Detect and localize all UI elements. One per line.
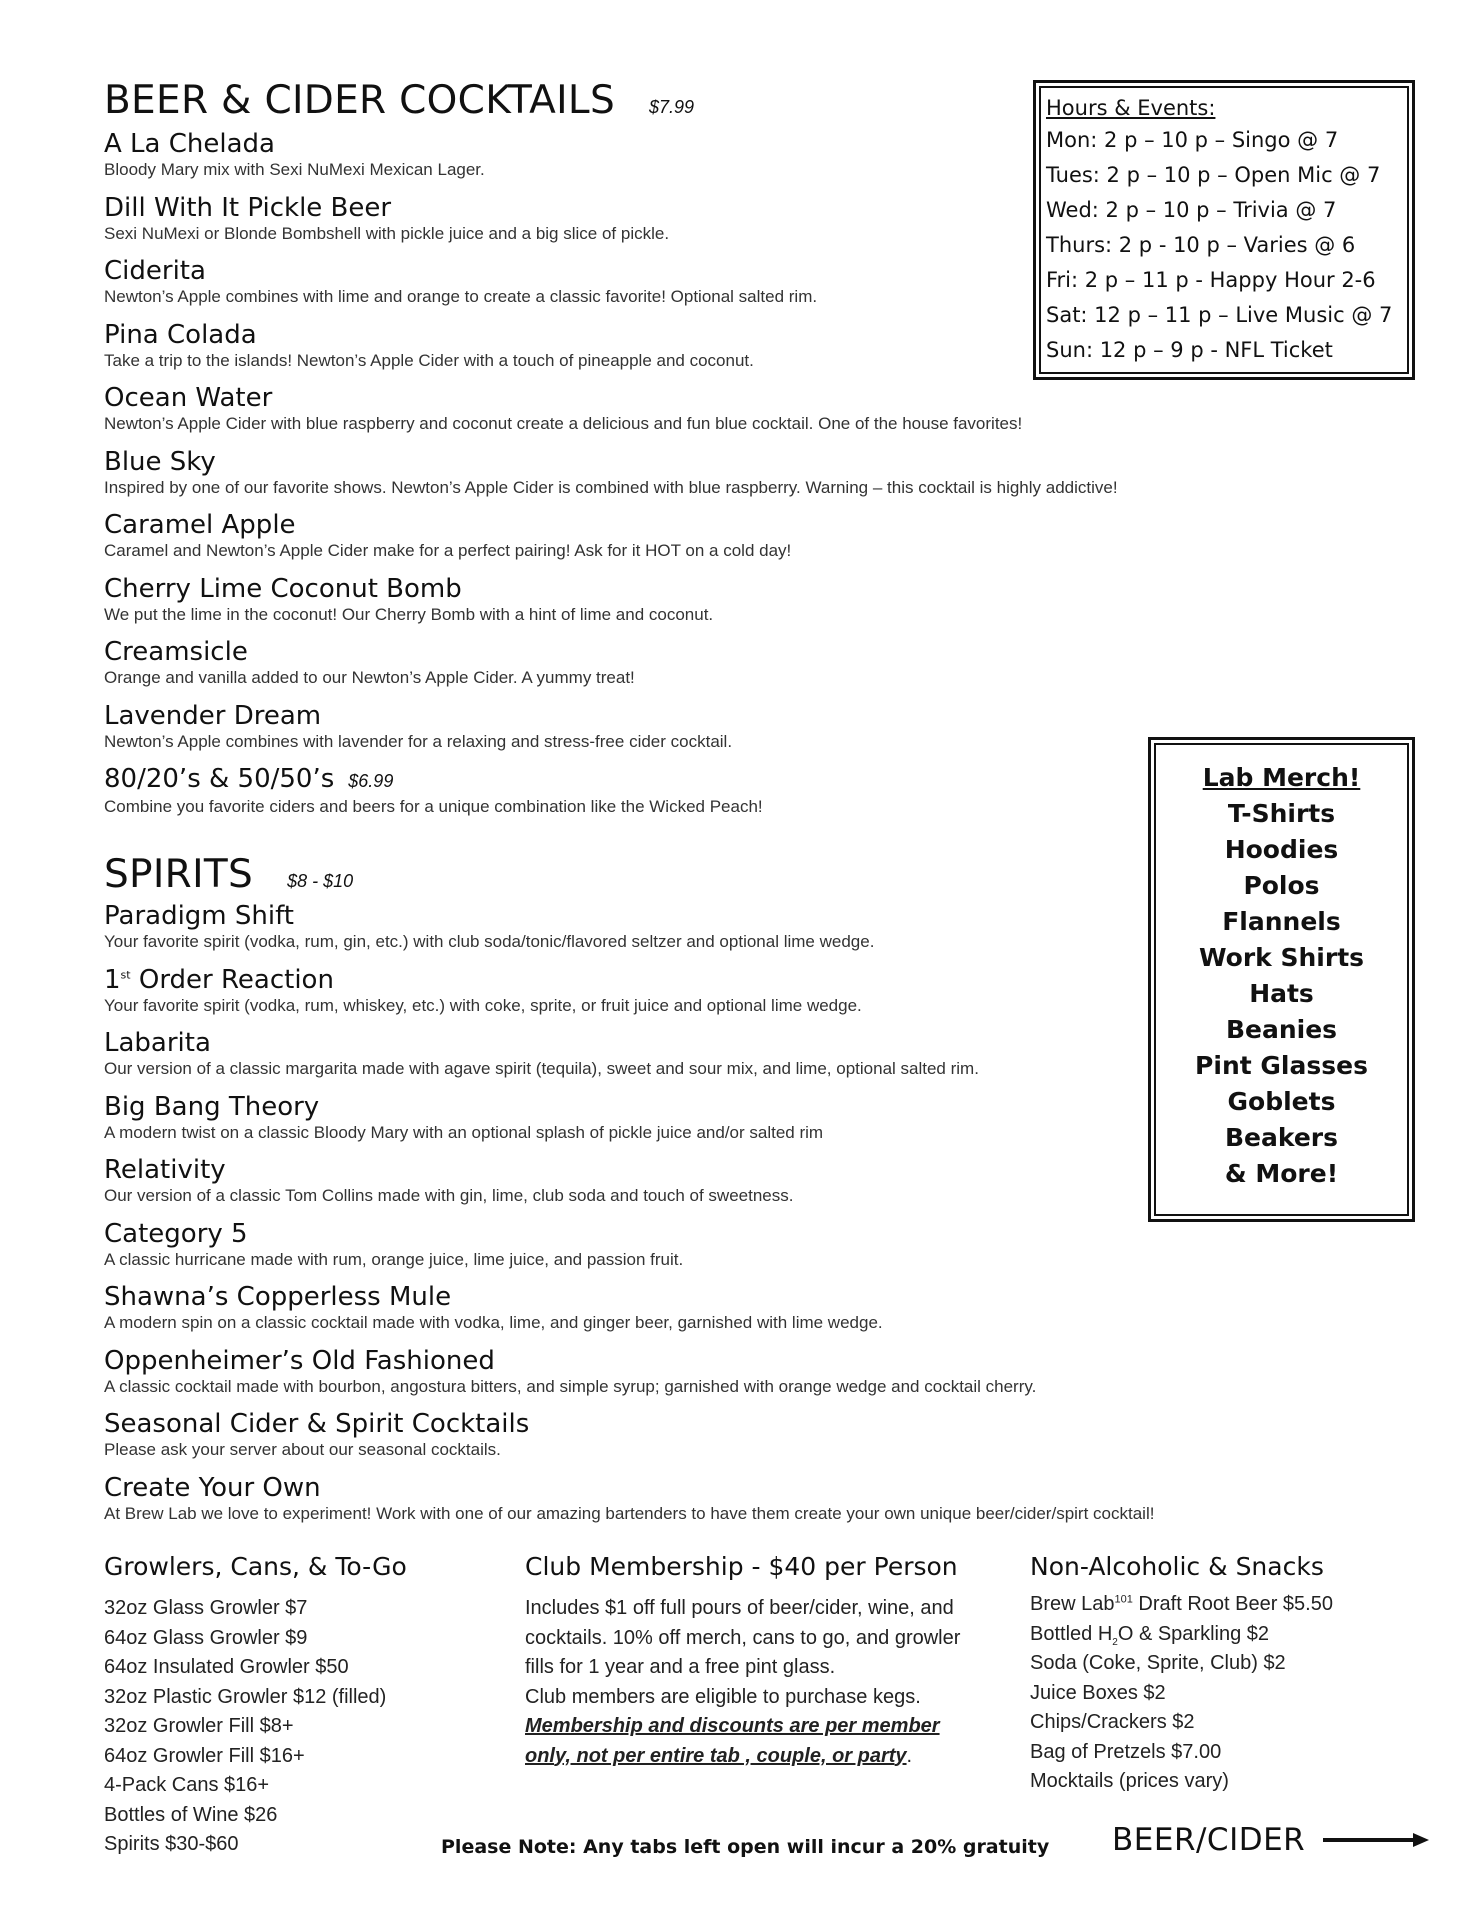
hours-row: Fri: 2 p – 11 p - Happy Hour 2-6 [1046, 268, 1376, 292]
club-lines [525, 1594, 1005, 1771]
item-description: Caramel and Newton’s Apple Cider make for a perfect pairing! Ask for it HOT on a cold day! [104, 541, 792, 560]
item-description: Newton’s Apple Cider with blue raspberry and coconut create a delicious and fun blue cocktail. One of the house favorites! [104, 414, 1023, 433]
item-name: Dill With It Pickle Beer [104, 192, 392, 223]
snacks-column [1030, 1550, 1450, 1797]
merch-item: Hoodies [1224, 835, 1339, 864]
list-item [104, 1027, 1304, 1091]
root-beer-sup: 101 [1114, 1593, 1133, 1606]
hours-row: Sat: 12 p – 11 p – Live Music @ 7 [1046, 303, 1393, 327]
list-item [104, 382, 1304, 446]
item-name: Cherry Lime Coconut Bomb [104, 573, 462, 604]
club-note [525, 1742, 1005, 1772]
item-description: Our version of a classic margarita made with agave spirit (tequila), sweet and sour mix, and lime, optional salted rim. [104, 1059, 979, 1078]
item-description: Newton’s Apple combines with lavender for a relaxing and stress-free cider cocktail. [104, 731, 733, 751]
snack-line: Chips/Crackers $2 [1030, 1711, 1195, 1733]
lab-merch-box [1148, 737, 1415, 1222]
item-name: Paradigm Shift [104, 901, 294, 931]
item-name: Caramel Apple [104, 510, 296, 540]
item-description: Sexi NuMexi or Blonde Bombshell with pickle juice and a big slice of pickle. [104, 223, 670, 243]
item-description: At Brew Lab we love to experiment! Work with one of our amazing bartenders to have them create your own unique beer/cider/spirt cocktail! [104, 1503, 1155, 1523]
list-item [104, 509, 1304, 573]
spirits-header [104, 852, 353, 897]
item-description: Newton’s Apple combines with lime and orange to create a classic favorite! Optional salted rim. [104, 287, 818, 306]
snack-line [1030, 1620, 1450, 1650]
item-description: Your favorite spirit (vodka, rum, whiskey, etc.) with coke, sprite, or fruit juice and optional lime wedge. [104, 995, 862, 1015]
item-name: Big Bang Theory [104, 1091, 320, 1122]
item-description: Take a trip to the islands! Newton’s Apple Cider with a touch of pineapple and coconut. [104, 350, 754, 370]
snacks-title: Non-Alcoholic & Snacks [1030, 1552, 1324, 1581]
item-name-superscript: st [120, 967, 131, 981]
beer-cider-next-page-link[interactable] [1112, 1822, 1429, 1858]
item-description: Our version of a classic Tom Collins made with gin, lime, club soda and touch of sweetness. [104, 1186, 794, 1205]
item-name: Pina Colada [104, 319, 257, 350]
club-line: Includes $1 off full pours of beer/cider, wine, and [525, 1597, 954, 1619]
root-beer-pre: Brew Lab [1030, 1593, 1115, 1615]
growlers-column [104, 1550, 484, 1860]
growler-line: 64oz Glass Growler $9 [104, 1626, 308, 1649]
club-note-line-2: only, not per entire tab , couple, or party [525, 1744, 907, 1767]
growler-line: Spirits $30-$60 [104, 1833, 239, 1855]
item-name: Create Your Own [104, 1472, 321, 1503]
growlers-title: Growlers, Cans, & To-Go [104, 1552, 407, 1581]
item-description: A classic hurricane made with rum, orange juice, lime juice, and passion fruit. [104, 1249, 684, 1269]
item-name: Lavender Dream [104, 700, 322, 731]
item-description: Inspired by one of our favorite shows. Newton’s Apple Cider is combined with blue raspberry. Warning – this cocktail is highly addictive! [104, 477, 1118, 497]
snack-line [1030, 1590, 1450, 1620]
gratuity-note: Please Note: Any tabs left open will incur a 20% gratuity [441, 1836, 1050, 1858]
item-name: Creamsicle [104, 637, 248, 667]
growler-line: 32oz Growler Fill $8+ [104, 1715, 294, 1737]
growler-line: 32oz Plastic Growler $12 (filled) [104, 1685, 387, 1708]
list-item [104, 900, 1304, 964]
list-item [104, 1281, 1304, 1345]
item-name: Seasonal Cider & Spirit Cocktails [104, 1409, 530, 1439]
item-name: A La Chelada [104, 129, 275, 159]
spirits-price: $8 - $10 [287, 871, 354, 891]
hours-title: Hours & Events: [1046, 96, 1216, 120]
snack-line: Juice Boxes $2 [1030, 1681, 1166, 1704]
beer-cider-title: BEER & CIDER COCKTAILS [104, 78, 616, 123]
item-name: Ciderita [104, 256, 206, 286]
item-description: A classic cocktail made with bourbon, angostura bitters, and simple syrup; garnished with orange wedge and cocktail cherry. [104, 1376, 1037, 1396]
hours-row: Tues: 2 p – 10 p – Open Mic @ 7 [1046, 163, 1381, 187]
item-description: Bloody Mary mix with Sexi NuMexi Mexican Lager. [104, 160, 485, 179]
item-description: Your favorite spirit (vodka, rum, gin, etc.) with club soda/tonic/flavored seltzer and optional lime wedge. [104, 932, 875, 951]
merch-item: Hats [1249, 979, 1314, 1008]
list-item [104, 1154, 1304, 1218]
root-beer-post: Draft Root Beer $5.50 [1132, 1593, 1333, 1615]
item-name [104, 763, 1304, 797]
list-item [104, 1408, 1304, 1472]
item-name: Oppenheimer’s Old Fashioned [104, 1345, 495, 1376]
hours-row: Thurs: 2 p - 10 p – Varies @ 6 [1046, 233, 1356, 257]
list-item [104, 700, 1304, 764]
item-description: Combine you favorite ciders and beers for a unique combination like the Wicked Peach! [104, 797, 763, 816]
next-page-label[interactable]: BEER/CIDER [1112, 1822, 1306, 1858]
item-description: Orange and vanilla added to our Newton’s Apple Cider. A yummy treat! [104, 668, 635, 687]
club-membership-column [525, 1550, 1005, 1771]
item-name: Relativity [104, 1155, 226, 1185]
right-arrow-icon[interactable] [1323, 1830, 1429, 1850]
list-item [104, 763, 1304, 827]
list-item [104, 964, 1304, 1028]
item-name: Category 5 [104, 1218, 248, 1249]
merch-item: Beanies [1225, 1015, 1338, 1044]
item-name: Labarita [104, 1028, 211, 1058]
club-line: fills for 1 year and a free pint glass. [525, 1656, 836, 1678]
item-description: Please ask your server about our seasonal cocktails. [104, 1440, 501, 1459]
growler-line: 64oz Insulated Growler $50 [104, 1656, 349, 1678]
hours-events-list [1046, 93, 1392, 368]
spirits-title: SPIRITS [104, 852, 254, 897]
merch-item: Beakers [1224, 1123, 1338, 1152]
club-line: cocktails. 10% off merch, cans to go, and growler [525, 1626, 961, 1649]
hours-row: Wed: 2 p – 10 p – Trivia @ 7 [1046, 198, 1337, 222]
merch-title: Lab Merch! [1202, 763, 1361, 792]
list-item [104, 1091, 1304, 1155]
item-name-rest: Order Reaction [130, 964, 334, 995]
water-sub: 2 [1112, 1636, 1118, 1648]
list-item [104, 573, 1304, 637]
combo-name: 80/20’s & 50/50’s [104, 764, 335, 794]
hours-row: Sun: 12 p – 9 p - NFL Ticket [1046, 338, 1333, 362]
snack-line: Mocktails (prices vary) [1030, 1770, 1229, 1792]
club-note-line-1: Membership and discounts are per member [525, 1715, 940, 1737]
item-name: Blue Sky [104, 446, 216, 477]
growler-line: 4-Pack Cans $16+ [104, 1774, 270, 1796]
merch-item: T-Shirts [1227, 799, 1336, 828]
hours-events-box [1033, 80, 1415, 380]
club-title: Club Membership - $40 per Person [525, 1552, 958, 1581]
growler-line: 32oz Glass Growler $7 [104, 1597, 308, 1619]
merch-item: Pint Glasses [1195, 1051, 1368, 1080]
list-item [104, 446, 1304, 510]
item-name-number: 1 [104, 964, 121, 995]
merch-item: Flannels [1222, 907, 1341, 936]
list-item [104, 1218, 1304, 1282]
merch-item: Goblets [1227, 1087, 1336, 1116]
growler-line: Bottles of Wine $26 [104, 1803, 278, 1826]
growler-line: 64oz Growler Fill $16+ [104, 1744, 305, 1767]
merch-item: Polos [1243, 871, 1320, 900]
item-description: A modern spin on a classic cocktail made with vodka, lime, and ginger beer, garnished with lime wedge. [104, 1313, 883, 1332]
lab-merch-list [1151, 760, 1412, 1192]
club-note-end: . [906, 1744, 913, 1767]
item-name [104, 964, 1304, 996]
list-item [104, 636, 1304, 700]
snacks-lines [1030, 1590, 1450, 1797]
merch-item: & More! [1224, 1159, 1339, 1188]
club-line: Club members are eligible to purchase kegs. [525, 1685, 921, 1708]
list-item [104, 1472, 1304, 1536]
snack-line: Soda (Coke, Sprite, Club) $2 [1030, 1652, 1286, 1674]
club-note [525, 1712, 1005, 1742]
beer-cider-header [104, 78, 694, 123]
hours-row: Mon: 2 p – 10 p – Singo @ 7 [1046, 128, 1339, 152]
merch-item: Work Shirts [1198, 943, 1365, 972]
snack-line: Bag of Pretzels $7.00 [1030, 1740, 1222, 1763]
list-item [104, 1345, 1304, 1409]
item-name: Ocean Water [104, 383, 273, 413]
spirits-list [104, 900, 1304, 1535]
item-name: Shawna’s Copperless Mule [104, 1282, 452, 1312]
item-description: We put the lime in the coconut! Our Cherry Bomb with a hint of lime and coconut. [104, 604, 714, 624]
water-post: O & Sparkling $2 [1117, 1622, 1270, 1645]
item-description: A modern twist on a classic Bloody Mary with an optional splash of pickle juice and/or salted rim [104, 1122, 824, 1142]
water-pre: Bottled H [1030, 1622, 1113, 1645]
combo-price: $6.99 [348, 771, 394, 791]
beer-cider-price: $7.99 [649, 97, 695, 117]
growlers-lines [104, 1594, 484, 1860]
